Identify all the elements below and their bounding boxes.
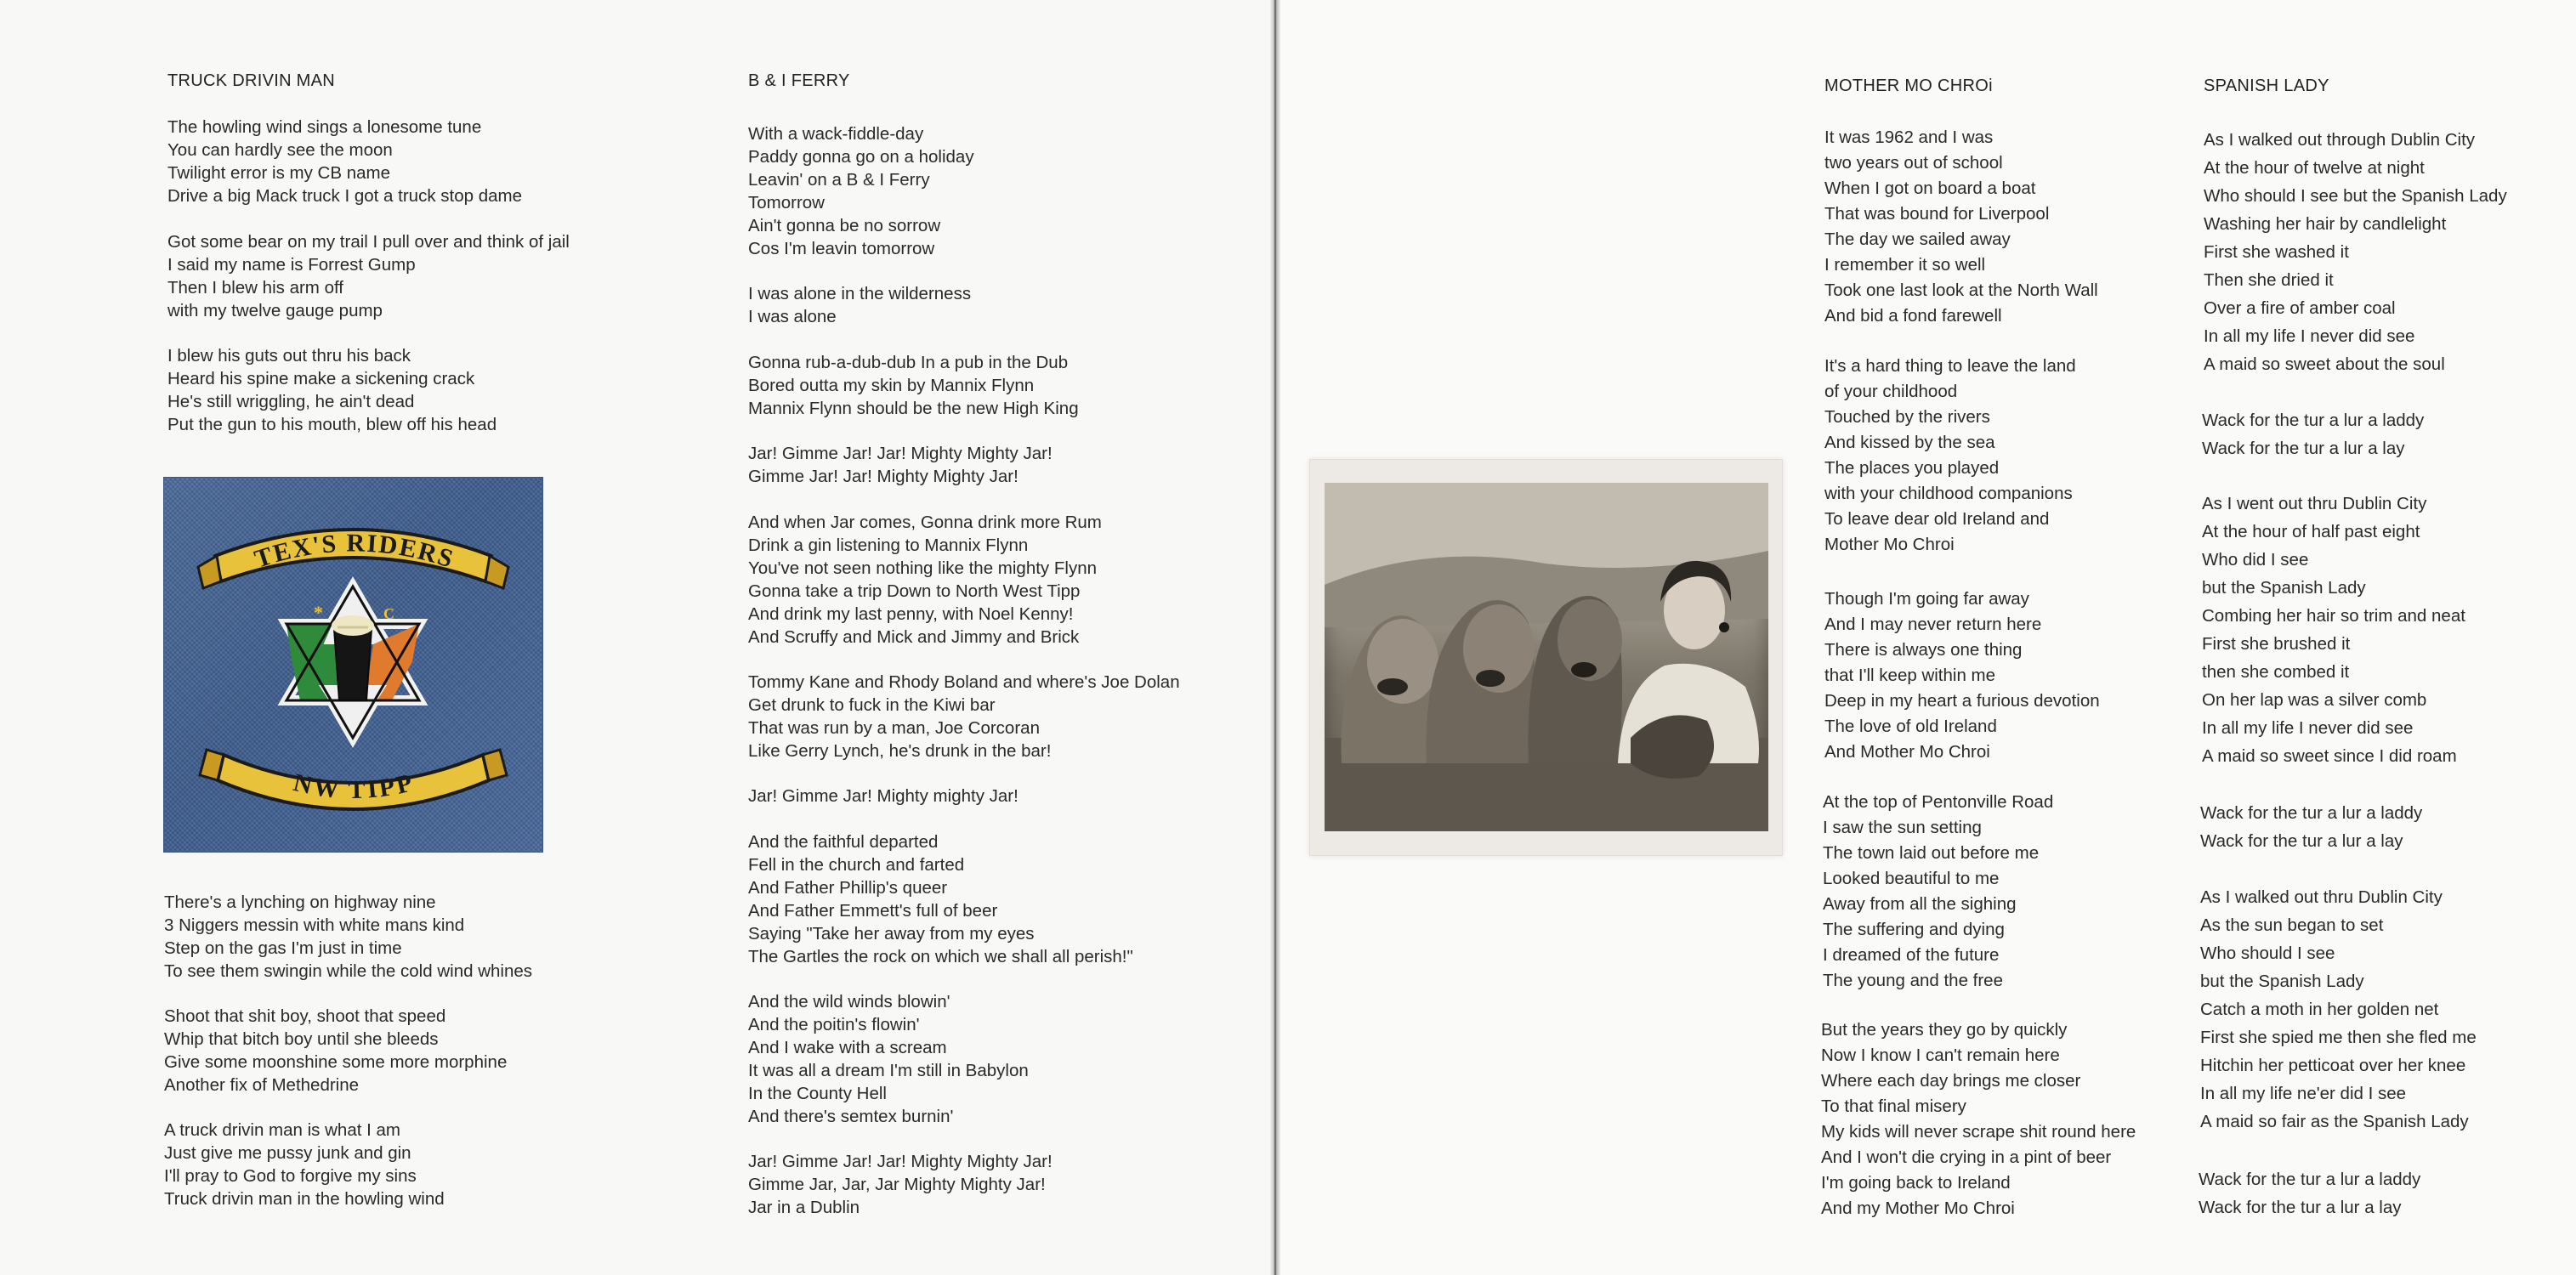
- lyric-line: Took one last look at the North Wall: [1824, 280, 2098, 300]
- stanza: [748, 351, 1079, 420]
- lyric-line: In all my life ne'er did I see: [2200, 1084, 2407, 1103]
- lyric-line: Like Gerry Lynch, he's drunk in the bar!: [748, 741, 1052, 761]
- lyric-line: The places you played: [1824, 458, 2000, 478]
- lyric-line: with my twelve gauge pump: [167, 301, 383, 320]
- lyric-line: Fell in the church and farted: [748, 855, 965, 875]
- lyric-line: Then I blew his arm off: [167, 278, 343, 298]
- lyric-line: Drive a big Mack truck I got a truck stop dame: [167, 186, 522, 206]
- lyric-line: Over a fire of amber coal: [2204, 298, 2396, 318]
- lyric-line: Cos I'm leavin tomorrow: [748, 239, 935, 258]
- stanza: [167, 116, 522, 207]
- lyric-line: I'm going back to Ireland: [1821, 1173, 2011, 1193]
- lyric-line: Give some moonshine some more morphine: [164, 1052, 508, 1072]
- lyric-line: Gonna rub-a-dub-dub In a pub in the Dub: [748, 353, 1069, 372]
- lyric-line: And I may never return here: [1824, 615, 2042, 634]
- lyric-line: Twilight error is my CB name: [167, 163, 391, 183]
- lyric-line: Another fix of Methedrine: [164, 1075, 360, 1095]
- photo-scene: [1325, 483, 1768, 831]
- lyric-line: Gimme Jar, Jar, Jar Mighty Mighty Jar!: [748, 1175, 1046, 1194]
- stanza: [2200, 883, 2477, 1136]
- lyric-line: Who should I see but the Spanish Lady: [2204, 186, 2507, 206]
- stanza: [1824, 125, 2098, 329]
- lyric-line: First she brushed it: [2202, 634, 2351, 654]
- lyric-line: At the hour of twelve at night: [2204, 158, 2425, 178]
- lyric-line: Gimme Jar! Jar! Mighty Mighty Jar!: [748, 467, 1018, 486]
- stanza: [2202, 406, 2424, 462]
- stanza: [167, 230, 570, 322]
- tex-riders-patch-image: [164, 478, 542, 852]
- lyric-line: You've not seen nothing like the mighty Flynn: [748, 558, 1097, 578]
- lyric-line: then she combed it: [2202, 662, 2350, 682]
- lyric-line: The day we sailed away: [1824, 230, 2011, 249]
- stanza: [164, 891, 532, 983]
- lyric-line: Though I'm going far away: [1824, 589, 2029, 609]
- lyric-line: As I went out thru Dublin City: [2202, 494, 2427, 513]
- stanza: [748, 1150, 1053, 1219]
- song-title-mother-mo-chroi: MOTHER MO CHROi: [1824, 76, 1993, 95]
- lyric-line: I dreamed of the future: [1823, 945, 2000, 965]
- stanza: [167, 344, 496, 436]
- stanza: [2199, 1165, 2420, 1221]
- lyric-line: A truck drivin man is what I am: [164, 1120, 400, 1140]
- lyric-line: And Father Emmett's full of beer: [748, 901, 998, 921]
- lyric-line: Jar! Gimme Jar! Jar! Mighty Mighty Jar!: [748, 1152, 1053, 1171]
- lyric-line: When I got on board a boat: [1824, 178, 2036, 198]
- stanza: [748, 442, 1053, 488]
- svg-text:C: C: [383, 605, 394, 622]
- lyric-line: At the hour of half past eight: [2202, 522, 2420, 541]
- stanza: [748, 122, 974, 260]
- lyric-line: Get drunk to fuck in the Kiwi bar: [748, 695, 996, 715]
- patch-lettering: [164, 478, 542, 852]
- lyric-line: And there's semtex burnin': [748, 1107, 954, 1126]
- lyric-line: The love of old Ireland: [1824, 717, 1997, 736]
- lyric-line: Gonna take a trip Down to North West Tipp: [748, 581, 1081, 601]
- lyric-line: To leave dear old Ireland and: [1824, 509, 2050, 529]
- lyric-line: of your childhood: [1824, 382, 1958, 401]
- lyric-line: And the faithful departed: [748, 832, 939, 852]
- svg-text:NW TIPP: NW TIPP: [290, 768, 417, 805]
- lyric-line: Heard his spine make a sickening crack: [167, 369, 475, 388]
- lyric-line: Mannix Flynn should be the new High King: [748, 399, 1079, 418]
- lyric-line: but the Spanish Lady: [2200, 972, 2364, 991]
- lyric-line: As the sun began to set: [2200, 915, 2384, 935]
- stanza: [1823, 790, 2053, 994]
- lyric-line: You can hardly see the moon: [167, 140, 393, 160]
- lyric-line: Tomorrow: [748, 193, 825, 212]
- lyric-line: It's a hard thing to leave the land: [1824, 356, 2076, 376]
- lyric-line: And I won't die crying in a pint of beer: [1821, 1148, 2112, 1167]
- lyric-line: And Father Phillip's queer: [748, 878, 948, 898]
- lyric-line: Who did I see: [2202, 550, 2309, 570]
- lyric-line: Tommy Kane and Rhody Boland and where's Joe Dolan: [748, 672, 1180, 692]
- lyric-line: And bid a fond farewell: [1824, 306, 2002, 326]
- lyric-line: Wack for the tur a lur a lay: [2199, 1198, 2402, 1217]
- lyric-line: Ain't gonna be no sorrow: [748, 216, 941, 235]
- stanza: [1821, 1017, 2136, 1221]
- lyric-line: And Scruffy and Mick and Jimmy and Brick: [748, 627, 1080, 647]
- lyric-line: Bored outta my skin by Mannix Flynn: [748, 376, 1035, 395]
- lyric-line: Now I know I can't remain here: [1821, 1046, 2060, 1065]
- stanza: [748, 990, 1029, 1128]
- lyric-line: And the wild winds blowin': [748, 992, 950, 1012]
- lyric-line: And the poitin's flowin': [748, 1015, 920, 1034]
- lyric-line: I was alone: [748, 307, 837, 326]
- lyric-line: At the top of Pentonville Road: [1823, 792, 2054, 812]
- woman-with-wolfhounds-photo: [1325, 483, 1768, 831]
- lyric-line: Who should I see: [2200, 944, 2335, 963]
- lyric-line: I'll pray to God to forgive my sins: [164, 1166, 417, 1186]
- lyric-line: My kids will never scrape shit round here: [1821, 1122, 2136, 1142]
- lyric-line: Paddy gonna go on a holiday: [748, 147, 974, 167]
- lyric-line: And drink my last penny, with Noel Kenny!: [748, 604, 1074, 624]
- lyric-line: Got some bear on my trail I pull over and think of jail: [167, 232, 570, 252]
- lyric-line: It was 1962 and I was: [1824, 128, 1994, 147]
- lyric-line: The young and the free: [1823, 971, 2003, 990]
- lyric-line: I remember it so well: [1824, 255, 1986, 275]
- lyric-line: Jar! Gimme Jar! Mighty mighty Jar!: [748, 786, 1018, 806]
- lyric-line: Whip that bitch boy until she bleeds: [164, 1029, 439, 1049]
- lyric-line: A maid so fair as the Spanish Lady: [2200, 1112, 2469, 1131]
- lyric-line: And when Jar comes, Gonna drink more Rum: [748, 513, 1102, 532]
- lyric-line: And my Mother Mo Chroi: [1821, 1198, 2015, 1218]
- lyric-line: Where each day brings me closer: [1821, 1071, 2081, 1091]
- lyric-line: but the Spanish Lady: [2202, 578, 2366, 598]
- lyric-line: Truck drivin man in the howling wind: [164, 1189, 445, 1209]
- stanza: [748, 282, 971, 328]
- lyric-line: I saw the sun setting: [1823, 818, 1982, 837]
- lyric-line: And Mother Mo Chroi: [1824, 742, 1990, 762]
- lyric-line: Wack for the tur a lur a lay: [2202, 439, 2405, 458]
- lyric-line: that I'll keep within me: [1824, 666, 1996, 685]
- lyric-line: First she washed it: [2204, 242, 2349, 262]
- lyric-line: Leavin' on a B & I Ferry: [748, 170, 930, 190]
- lyric-line: He's still wriggling, he ain't dead: [167, 392, 415, 411]
- lyric-line: And I wake with a scream: [748, 1038, 947, 1057]
- lyric-line: In all my life I never did see: [2202, 718, 2414, 738]
- stanza: [748, 830, 1133, 968]
- stanza: [2200, 799, 2422, 855]
- lyric-line: There's a lynching on highway nine: [164, 892, 436, 912]
- svg-text:*: *: [314, 602, 323, 623]
- lyric-line: There is always one thing: [1824, 640, 2023, 660]
- lyric-line: Jar in a Dublin: [748, 1198, 860, 1217]
- lyric-line: Wack for the tur a lur a laddy: [2200, 803, 2423, 823]
- song-title-spanish-lady: SPANISH LADY: [2204, 76, 2329, 95]
- lyric-line: Put the gun to his mouth, blew off his head: [167, 415, 497, 434]
- lyric-line: As I walked out thru Dublin City: [2200, 887, 2443, 907]
- song-title-truck-drivin-man: TRUCK DRIVIN MAN: [167, 71, 336, 90]
- stanza: [748, 785, 1018, 808]
- lyric-line: That was bound for Liverpool: [1824, 204, 2050, 224]
- song-title-b-and-i-ferry: B & I FERRY: [748, 71, 850, 90]
- lyric-line: Jar! Gimme Jar! Jar! Mighty Mighty Jar!: [748, 444, 1053, 463]
- lyric-line: The Gartles the rock on which we shall all perish!": [748, 947, 1133, 966]
- svg-text:TEX'S RIDERS: TEX'S RIDERS: [251, 529, 458, 575]
- lyric-line: Combing her hair so trim and neat: [2202, 606, 2465, 626]
- lyric-line: The howling wind sings a lonesome tune: [167, 117, 482, 137]
- lyric-line: two years out of school: [1824, 153, 2003, 173]
- lyric-line: With a wack-fiddle-day: [748, 124, 924, 144]
- stanza: [164, 1119, 445, 1210]
- stanza: [748, 671, 1180, 762]
- lyric-line: Just give me pussy junk and gin: [164, 1143, 411, 1163]
- lyric-line: Mother Mo Chroi: [1824, 535, 1955, 554]
- stanza: [1824, 354, 2076, 558]
- lyric-line: I was alone in the wilderness: [748, 284, 972, 303]
- stanza: [748, 511, 1102, 649]
- lyric-line: 3 Niggers messin with white mans kind: [164, 915, 465, 935]
- lyric-line: The suffering and dying: [1823, 920, 2005, 939]
- lyric-line: To see them swingin while the cold wind whines: [164, 961, 533, 981]
- lyric-line: On her lap was a silver comb: [2202, 690, 2427, 710]
- lyric-line: First she spied me then she fled me: [2200, 1028, 2477, 1047]
- lyric-line: Saying "Take her away from my eyes: [748, 924, 1035, 944]
- stanza: [2204, 126, 2507, 378]
- lyric-line: In all my life I never did see: [2204, 326, 2415, 346]
- lyric-line: Wack for the tur a lur a laddy: [2199, 1170, 2421, 1189]
- lyric-line: Drink a gin listening to Mannix Flynn: [748, 536, 1029, 555]
- lyric-line: I blew his guts out thru his back: [167, 346, 411, 366]
- lyric-line: Catch a moth in her golden net: [2200, 1000, 2439, 1019]
- book-spine: [1270, 0, 1280, 1275]
- lyric-line: As I walked out through Dublin City: [2204, 130, 2476, 150]
- stanza: [164, 1005, 507, 1096]
- stanza: [2202, 490, 2465, 770]
- lyric-line: A maid so sweet about the soul: [2204, 354, 2445, 374]
- lyric-line: Away from all the sighing: [1823, 894, 2017, 914]
- lyric-line: Wack for the tur a lur a lay: [2200, 831, 2403, 851]
- lyric-line: Then she dried it: [2204, 270, 2334, 290]
- lyric-line: The town laid out before me: [1823, 843, 2040, 863]
- lyric-line: Step on the gas I'm just in time: [164, 938, 402, 958]
- lyric-line: Touched by the rivers: [1824, 407, 1990, 427]
- lyric-line: Washing her hair by candlelight: [2204, 214, 2447, 234]
- lyric-line: Looked beautiful to me: [1823, 869, 2000, 888]
- lyric-line: But the years they go by quickly: [1821, 1020, 2068, 1040]
- lyric-line: And kissed by the sea: [1824, 433, 1995, 452]
- lyric-line: That was run by a man, Joe Corcoran: [748, 718, 1040, 738]
- lyric-line: It was all a dream I'm still in Babylon: [748, 1061, 1029, 1080]
- lyric-line: Hitchin her petticoat over her knee: [2200, 1056, 2466, 1075]
- lyric-line: Deep in my heart a furious devotion: [1824, 691, 2100, 711]
- stanza: [1824, 586, 2100, 765]
- lyric-line: Shoot that shit boy, shoot that speed: [164, 1006, 446, 1026]
- lyric-line: To that final misery: [1821, 1096, 1966, 1116]
- lyric-line: Wack for the tur a lur a laddy: [2202, 411, 2425, 430]
- lyric-line: I said my name is Forrest Gump: [167, 255, 416, 275]
- lyric-line: A maid so sweet since I did roam: [2202, 746, 2457, 766]
- lyric-line: In the County Hell: [748, 1084, 887, 1103]
- lyric-line: with your childhood companions: [1824, 484, 2073, 503]
